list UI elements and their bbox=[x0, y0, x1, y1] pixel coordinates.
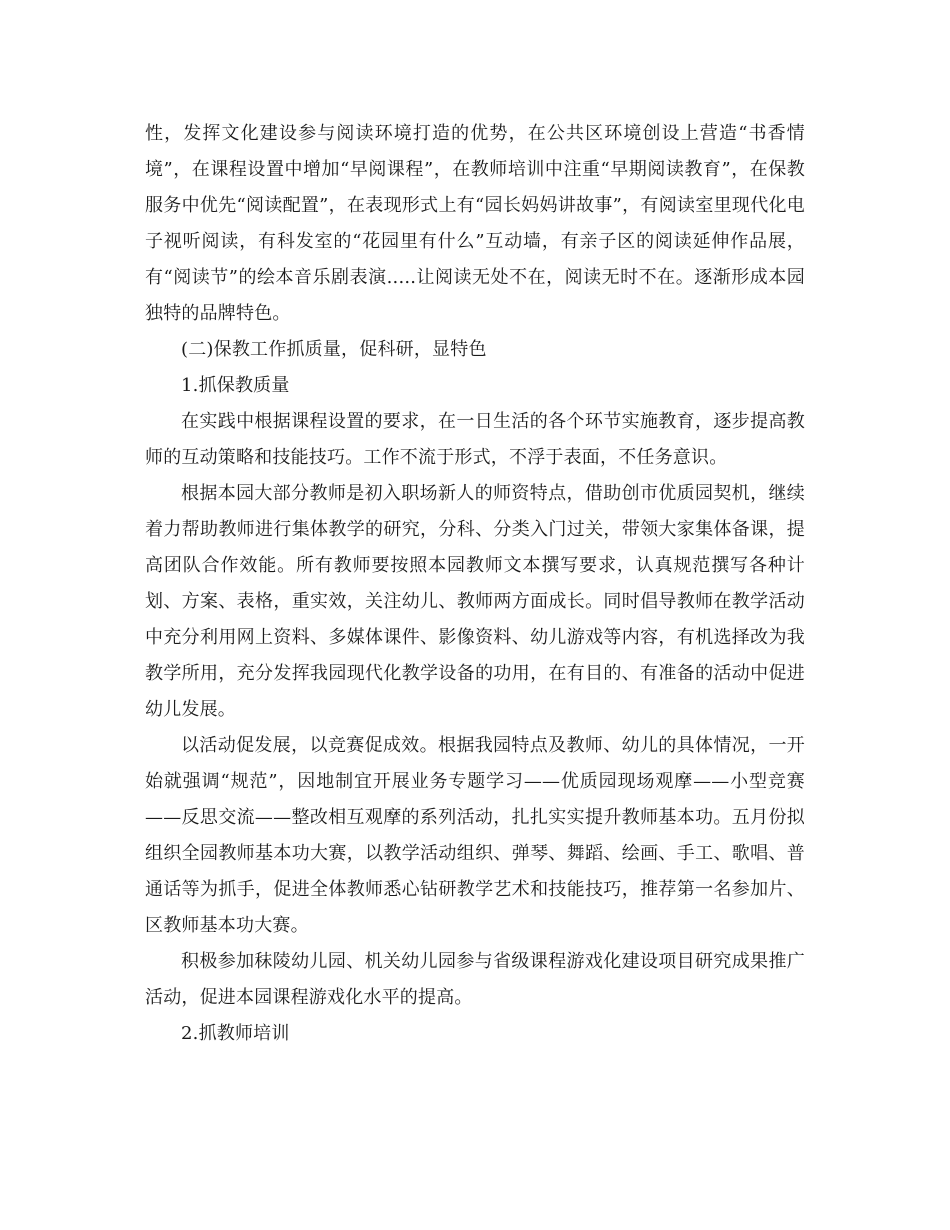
subsection-heading-2: 2.抓教师培训 bbox=[181, 1023, 290, 1044]
paragraph-4: 积极参加秣陵幼儿园、机关幼儿园参与省级课程游戏化建设项目研究成果推广活动，促进本园课程游戏化水平的提高。 bbox=[145, 951, 805, 1008]
paragraph-1: 在实践中根据课程设置的要求，在一日生活的各个环节实施教育，逐步提高教师的互动策略和技能技巧。工作不流于形式，不浮于表面，不任务意识。 bbox=[145, 411, 805, 468]
subsection-heading-1: 1.抓保教质量 bbox=[181, 375, 290, 396]
document-page bbox=[145, 116, 805, 1052]
paragraph-2: 根据本园大部分教师是初入职场新人的师资特点，借助创市优质园契机，继续着力帮助教师进行集体教学的研究，分科、分类入门过关，带领大家集体备课，提高团队合作效能。所有教师要按照本园教师文本撰写要求，认真规范撰写各种计划、方案、表格，重实效，关注幼儿、教师两方面成长。同时倡导教师在教学活动中充分利用网上资料、多媒体课件、影像资料、幼儿游戏等内容，有机选择改为我教学所用，充分发挥我园现代化教学设备的功用，在有目的、有准备的活动中促进幼儿发展。 bbox=[145, 483, 805, 720]
paragraph-continued: 性，发挥文化建设参与阅读环境打造的优势，在公共区环境创设上营造“书香情境”，在课程设置中增加“早阅课程”，在教师培训中注重“早期阅读教育”，在保教服务中优先“阅读配置”，在表现形式上有“园长妈妈讲故事”，有阅读室里现代化电子视听阅读，有科发室的“花园里有什么”互动墙，有亲子区的阅读延伸作品展，有“阅读节”的绘本音乐剧表演.....让阅读无处不在，阅读无时不在。逐渐形成本园独特的品牌特色。 bbox=[145, 123, 805, 324]
section-heading-2: (二)保教工作抓质量，促科研，显特色 bbox=[181, 339, 487, 360]
paragraph-3: 以活动促发展，以竞赛促成效。根据我园特点及教师、幼儿的具体情况，一开始就强调“规范”，因地制宜开展业务专题学习——优质园现场观摩——小型竞赛——反思交流——整改相互观摩的系列活动，扎扎实实提升教师基本功。五月份拟组织全园教师基本功大赛，以教学活动组织、弹琴、舞蹈、绘画、手工、歌唱、普通话等为抓手，促进全体教师悉心钻研教学艺术和技能技巧，推荐第一名参加片、区教师基本功大赛。 bbox=[145, 735, 805, 936]
